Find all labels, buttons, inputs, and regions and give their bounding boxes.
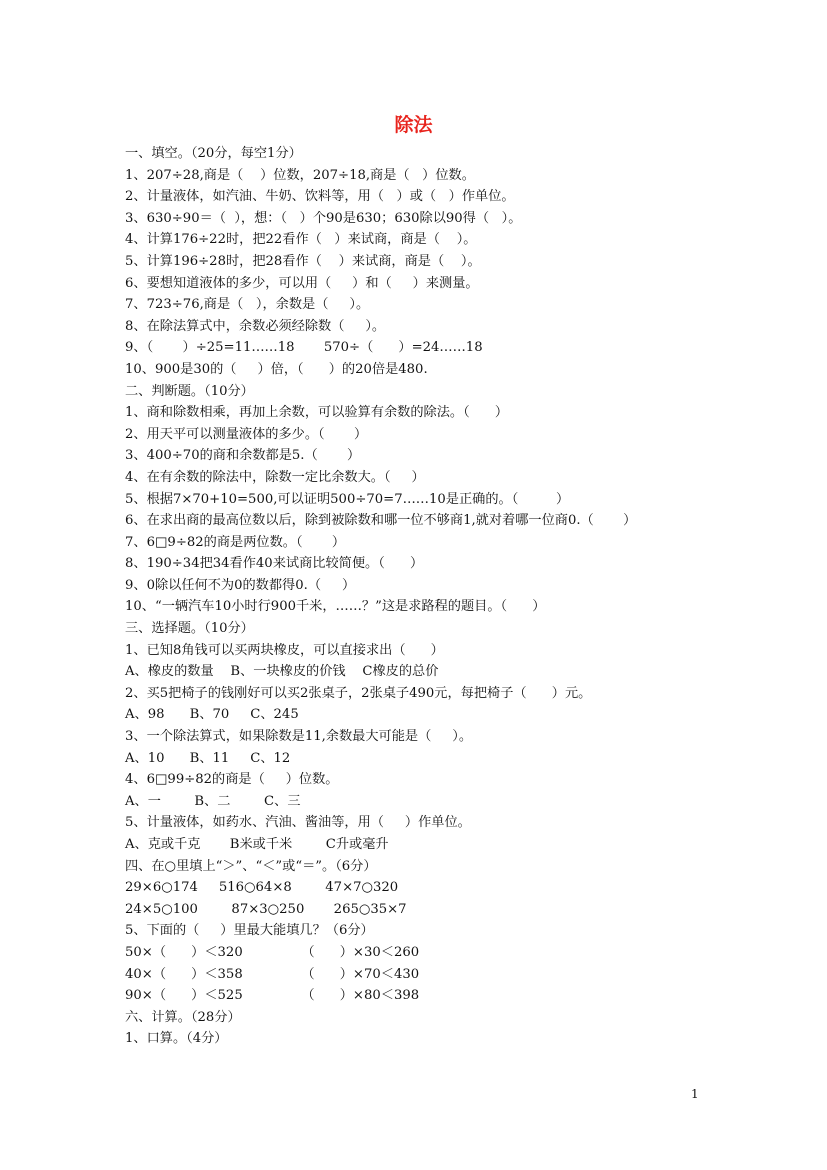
worksheet-line: A、一 B、二 C、三 — [125, 793, 301, 809]
worksheet-line: 6、要想知道液体的多少，可以用（ ）和（ ）来测量。 — [125, 275, 479, 291]
worksheet-line: 5、计算196÷28时，把28看作（ ）来试商，商是（ ）。 — [125, 253, 481, 269]
worksheet-line: 40×（ ）＜358 （ ）×70＜430 — [125, 966, 420, 982]
worksheet-line: A、克或千克 B米或千米 C升或毫升 — [125, 837, 389, 852]
worksheet-line: 29×6○174 516○64×8 47×7○320 — [125, 880, 399, 896]
page-number: 1 — [691, 1087, 699, 1101]
worksheet-line: 10、900是30的（ ）倍，（ ）的20倍是480. — [125, 361, 428, 377]
worksheet-line: 四、在○里填上“＞”、“＜”或“＝”。（6分） — [125, 858, 377, 874]
worksheet-line: 8、190÷34把34看作40来试商比较简便。（ ） — [125, 556, 424, 572]
worksheet-line: 7、723÷76,商是（ ），余数是（ ）。 — [125, 297, 370, 313]
worksheet-line: 10、“一辆汽车10小时行900千米，……？”这是求路程的题目。（ ） — [125, 599, 546, 615]
worksheet-line: 3、一个除法算式，如果除数是11,余数最大可能是（ ）。 — [125, 729, 473, 745]
worksheet-line: 90×（ ）＜525 （ ）×80＜398 — [125, 988, 420, 1004]
worksheet-line: 1、口算。（4分） — [125, 1031, 228, 1047]
worksheet-line: 9、（ ）÷25=11……18 570÷（ ）=24……18 — [125, 340, 483, 356]
worksheet-line: 50×（ ）＜320 （ ）×30＜260 — [125, 944, 420, 960]
worksheet-line: 7、6□9÷82的商是两位数。（ ） — [125, 534, 346, 550]
worksheet-line: 三、选择题。（10分） — [125, 621, 254, 637]
worksheet-line: 4、计算176÷22时，把22看作（ ）来试商，商是（ ）。 — [125, 232, 477, 248]
page-title: 除法 — [394, 114, 433, 136]
worksheet-line: A、98 B、70 C、245 — [125, 707, 299, 723]
worksheet-line: 5、下面的（ ）里最大能填几？（6分） — [125, 923, 374, 939]
worksheet-line: 六、计算。（28分） — [125, 1009, 241, 1025]
worksheet-line: 6、在求出商的最高位数以后，除到被除数和哪一位不够商1,就对着哪一位商0.（ ） — [125, 513, 637, 529]
worksheet-line: 一、填空。（20分，每空1分） — [125, 146, 302, 161]
worksheet-line: 4、在有余数的除法中，除数一定比余数大。（ ） — [125, 469, 425, 485]
worksheet-line: 8、在除法算式中，余数必须经除数（ ）。 — [125, 318, 386, 334]
worksheet-line: 1、已知8角钱可以买两块橡皮，可以直接求出（ ） — [125, 642, 444, 658]
worksheet-line: 5、根据7×70+10=500,可以证明500÷70=7……10是正确的。（ ） — [125, 491, 570, 507]
worksheet-line: 5、计量液体，如药水、汽油、酱油等，用（ ）作单位。 — [125, 815, 471, 831]
worksheet-line: 3、400÷70的商和余数都是5.（ ） — [125, 448, 361, 464]
worksheet-line: A、橡皮的数量 B、一块橡皮的价钱 C橡皮的总价 — [125, 664, 439, 680]
worksheet-line: 1、207÷28,商是（ ）位数，207÷18,商是（ ）位数。 — [125, 167, 475, 183]
worksheet-line: 2、买5把椅子的钱刚好可以买2张桌子，2张桌子490元，每把椅子（ ）元。 — [125, 685, 592, 701]
worksheet-line: 二、判断题。（10分） — [125, 383, 254, 399]
worksheet-body — [125, 143, 765, 1050]
worksheet-line: 24×5○100 87×3○250 265○35×7 — [125, 901, 407, 917]
worksheet-line: 2、用天平可以测量液体的多少。（ ） — [125, 426, 368, 442]
worksheet-line: 4、6□99÷82的商是（ ）位数。 — [125, 772, 339, 788]
worksheet-line: A、10 B、11 C、12 — [125, 750, 291, 766]
worksheet-line: 3、630÷90＝（ ），想：（ ）个90是630；630除以90得（ ）。 — [125, 210, 522, 226]
worksheet-line: 2、计量液体，如汽油、牛奶、饮料等，用（ ）或（ ）作单位。 — [125, 189, 515, 205]
worksheet-line: 1、商和除数相乘，再加上余数，可以验算有余数的除法。（ ） — [125, 405, 509, 421]
worksheet-line: 9、0除以任何不为0的数都得0.（ ） — [125, 577, 356, 593]
